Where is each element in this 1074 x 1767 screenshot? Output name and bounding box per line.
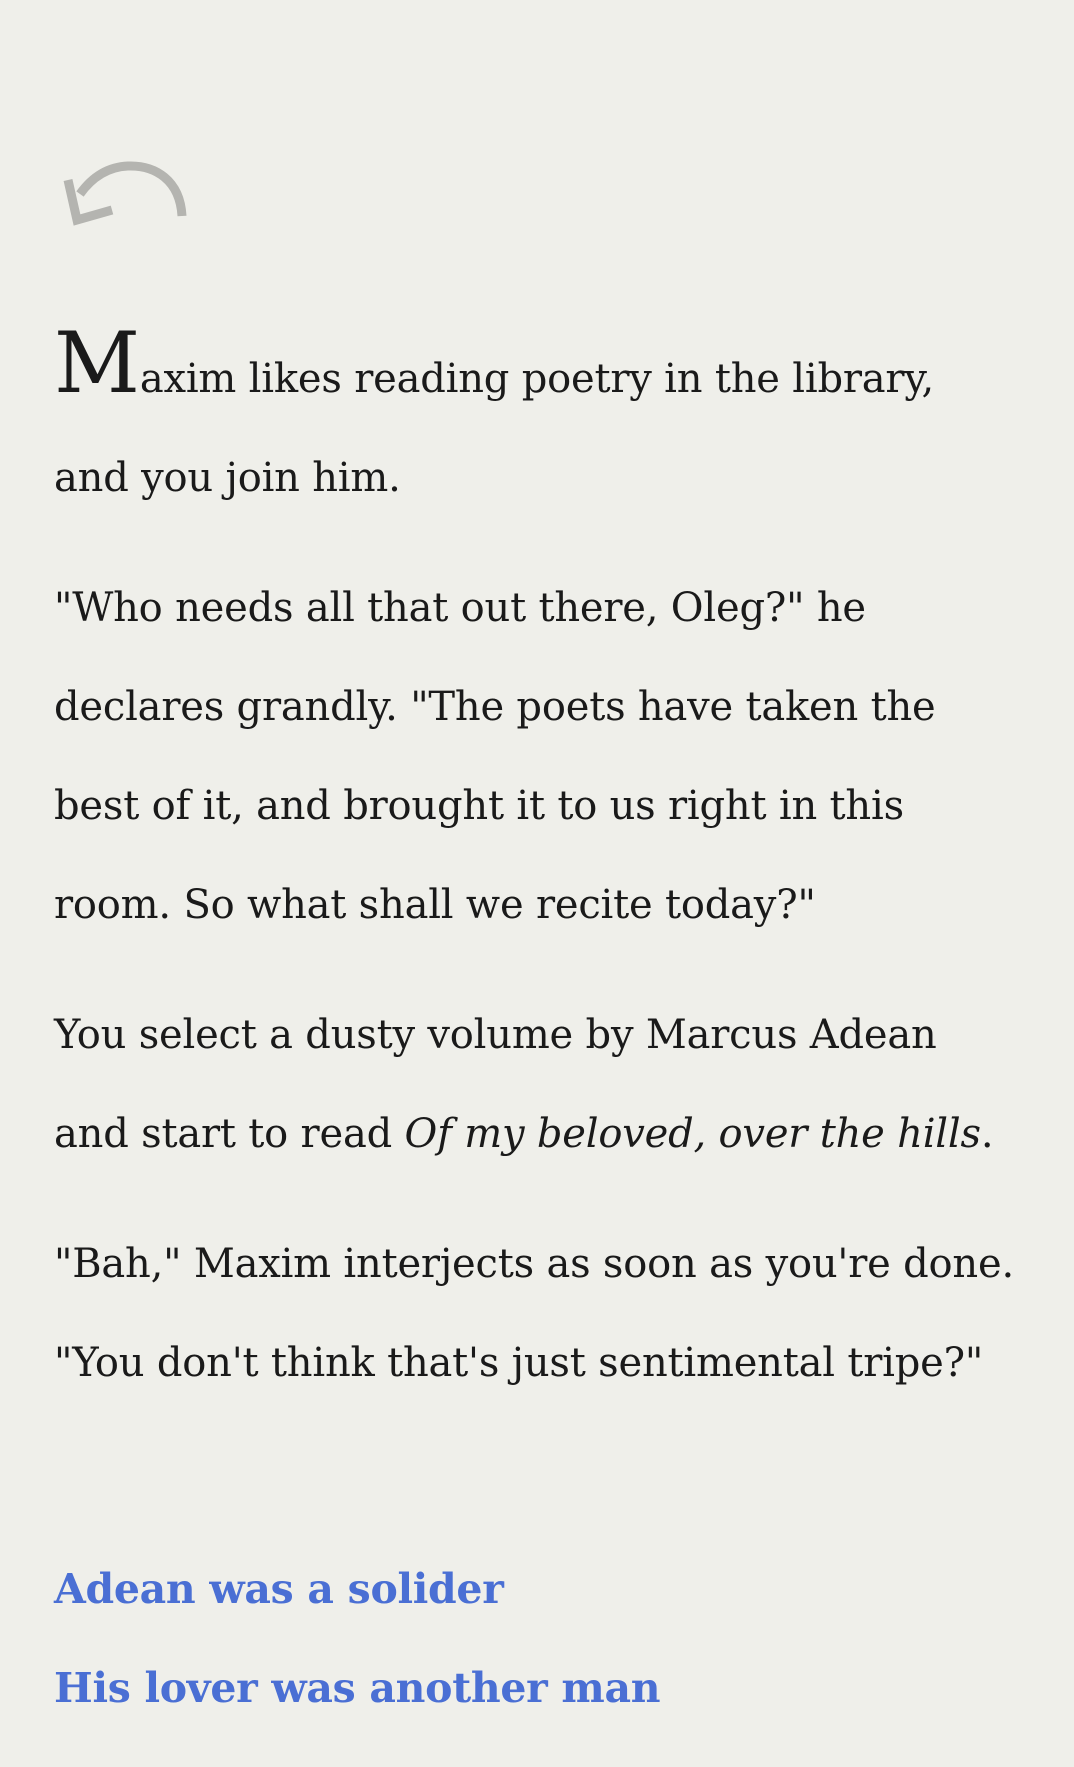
drop-cap: M bbox=[54, 314, 140, 412]
paragraph: "Who needs all that out there, Oleg?" he declares grandly. "The poets have taken the best of it, and brought it to us right in this room. So what shall we recite today?" bbox=[54, 585, 936, 928]
paragraph-text: axim likes reading poetry in the library, and you join him. bbox=[54, 356, 934, 501]
story-text bbox=[54, 314, 1020, 1444]
undo-icon bbox=[60, 150, 192, 240]
undo-button[interactable] bbox=[60, 150, 192, 240]
paragraph-text: You select a dusty volume by Marcus Adean and start to read bbox=[54, 1012, 937, 1157]
choice-soldier[interactable]: Adean was a solider bbox=[54, 1565, 504, 1613]
paragraph bbox=[54, 314, 1020, 528]
poem-title: Of my beloved, over the hills bbox=[404, 1111, 981, 1157]
choice-list bbox=[54, 1540, 1020, 1738]
paragraph: "Bah," Maxim interjects as soon as you're done. "You don't think that's just sentimental tripe?" bbox=[54, 1241, 1014, 1386]
paragraph-text: . bbox=[980, 1111, 994, 1157]
paragraph bbox=[54, 986, 1020, 1184]
choice-lover[interactable]: His lover was another man bbox=[54, 1664, 661, 1712]
